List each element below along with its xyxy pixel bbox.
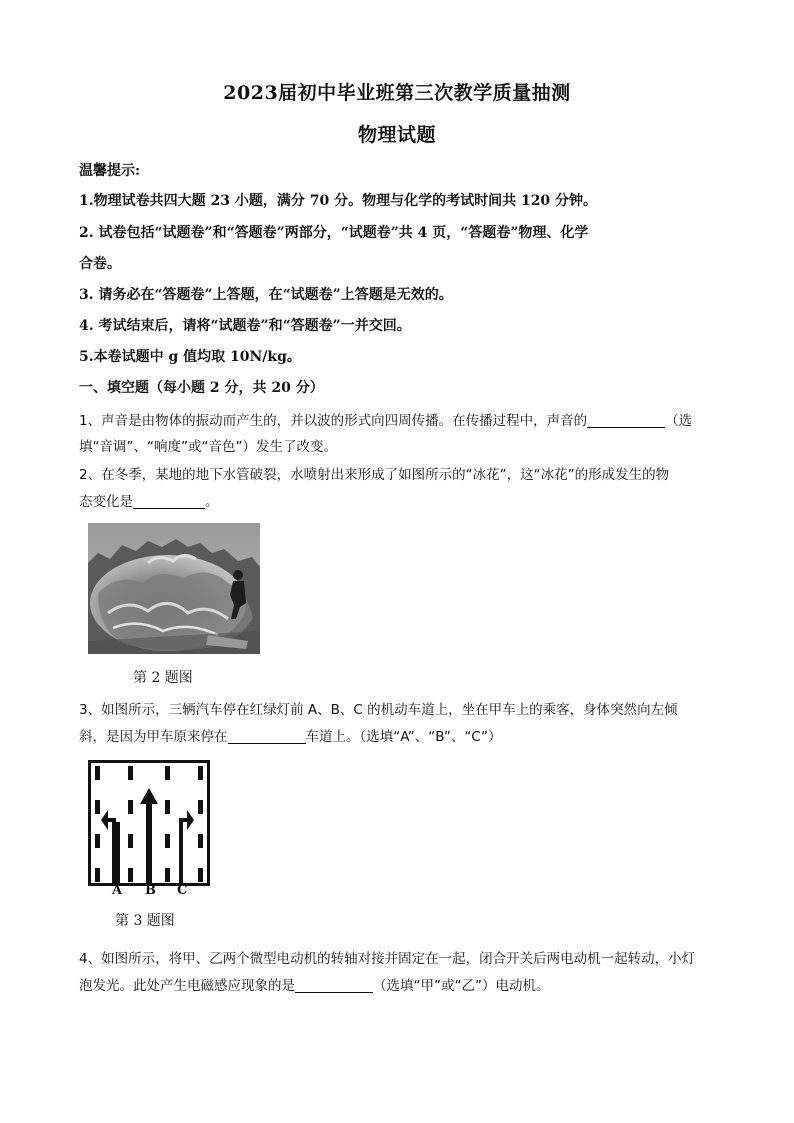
notice-heading: 温馨提示: bbox=[79, 163, 141, 179]
question-1-text-b: （选 bbox=[665, 413, 693, 429]
question-2-answer-blank[interactable] bbox=[133, 494, 205, 509]
question-3-answer-blank[interactable] bbox=[228, 729, 306, 744]
question-4-answer-blank[interactable] bbox=[295, 978, 373, 993]
question-2-line-1: 2、在冬季，某地的地下水管破裂，水喷射出来形成了如图所示的“冰花”，这“冰花”的形成发生的物 bbox=[79, 467, 670, 483]
lane-label-a: A bbox=[112, 883, 123, 898]
lane-diagram-drawing bbox=[88, 760, 210, 888]
question-4-line-1: 4、如图所示，将甲、乙两个微型电动机的转轴对接并固定在一起，闭合开关后两电动机一起转动，小灯 bbox=[79, 951, 696, 967]
question-1-line-2: 填“音调”、“响度”或“音色”）发生了改变。 bbox=[79, 439, 337, 455]
notice-item-2-cont: 合卷。 bbox=[79, 256, 121, 272]
question-3-text-b: 车道上。（选填“A”、“B”、“C”） bbox=[305, 729, 502, 745]
question-3-line-2 bbox=[79, 725, 719, 745]
question-3-figure-caption: 第 3 题图 bbox=[115, 913, 175, 929]
exam-subtitle: 物理试题 bbox=[357, 124, 436, 146]
notice-item-1: 1.物理试卷共四大题 23 小题，满分 70 分。物理与化学的考试时间共 120 分钟。 bbox=[79, 193, 598, 209]
question-4-text-a: 泡发光。此处产生电磁感应现象的是 bbox=[79, 978, 295, 994]
notice-item-5: 5.本卷试题中 g 值均取 10N/kg。 bbox=[79, 349, 301, 365]
question-2-ice-flower-photo bbox=[88, 523, 260, 654]
question-1-text-a: 1、声音是由物体的振动而产生的，并以波的形式向四周传播。在传播过程中，声音的 bbox=[79, 413, 588, 429]
lane-label-b: B bbox=[145, 883, 156, 898]
question-4-text-b: （选填“甲”或“乙”）电动机。 bbox=[373, 978, 550, 994]
question-4-line-2 bbox=[79, 974, 719, 994]
question-2-text-b: 。 bbox=[205, 494, 219, 510]
question-3-lane-diagram bbox=[88, 760, 210, 888]
question-3-line-1: 3、如图所示，三辆汽车停在红绿灯前 A、B、C 的机动车道上，坐在甲车上的乘客，身体突然向左倾 bbox=[79, 702, 678, 718]
section-heading-fill-in: 一、填空题（每小题 2 分，共 20 分） bbox=[79, 380, 324, 396]
question-2-text-a: 态变化是 bbox=[79, 494, 133, 510]
question-2-figure-caption: 第 2 题图 bbox=[133, 670, 193, 686]
question-3-text-a: 斜，是因为甲车原来停在 bbox=[79, 729, 228, 745]
notice-item-4: 4. 考试结束后，请将“试题卷”和“答题卷”一并交回。 bbox=[79, 318, 411, 334]
notice-item-3: 3. 请务必在“答题卷”上答题，在“试题卷”上答题是无效的。 bbox=[79, 287, 453, 303]
question-1-line-1 bbox=[79, 409, 719, 429]
exam-title: 2023届初中毕业班第三次教学质量抽测 bbox=[223, 82, 571, 104]
notice-item-2: 2. 试卷包括“试题卷”和“答题卷”两部分，“试题卷”共 4 页，“答题卷”物理、化学 bbox=[79, 225, 589, 241]
lane-label-c: C bbox=[177, 883, 188, 898]
question-1-answer-blank[interactable] bbox=[587, 413, 665, 428]
question-2-line-2 bbox=[79, 490, 719, 510]
ice-flower-photo-image bbox=[88, 523, 260, 654]
